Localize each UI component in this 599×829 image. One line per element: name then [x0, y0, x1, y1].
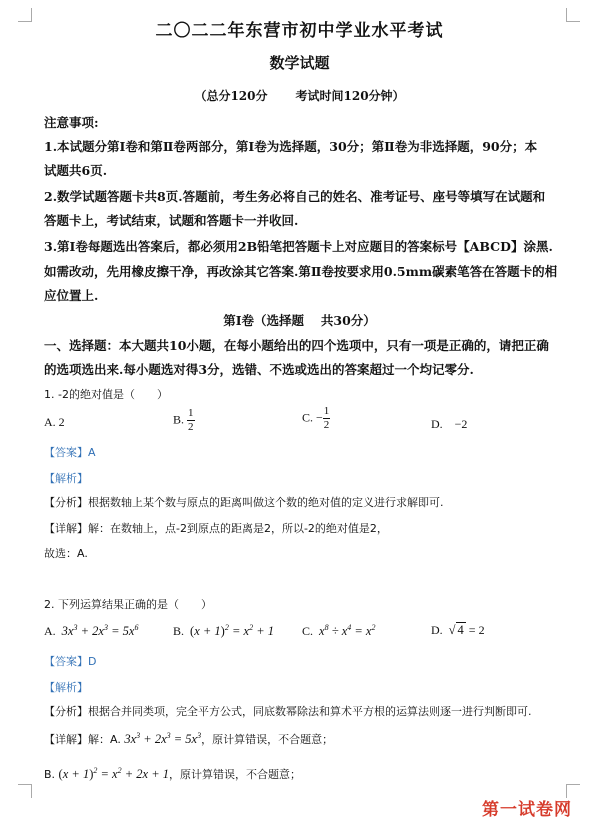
notice-item-3c: 应位置上. — [44, 288, 99, 303]
exam-meta — [0, 87, 599, 104]
section-intro-a: 一、选择题：本大题共10小题，在每小题给出的四个选项中，只有一项是正确的，请把正确 — [44, 338, 549, 353]
notice-item-3a: 3.第Ⅰ卷每题选出答案后，都必须用2B铅笔把答题卡上对应题目的答案标号【ABCD】涂黑. — [44, 239, 553, 254]
q2-option-b: B. $(x + 1)^2 = x^2 + 1$ — [173, 623, 275, 638]
q1-option-b-fraction: $\frac{1}{2}$ — [188, 407, 194, 433]
q1-option-b — [173, 408, 195, 433]
q1-answer: 【答案】A — [44, 446, 96, 459]
section-intro-b: 的选项选出来.每小题选对得3分，选错、不选或选出的答案超过一个均记零分. — [44, 362, 474, 377]
q2-analysis-tag: 【解析】 — [44, 681, 88, 694]
exam-title: 二〇二二年东营市初中学业水平考试 — [155, 21, 444, 41]
exam-subtitle: 数学试题 — [269, 54, 330, 72]
notice-item-3b: 如需改动，先用橡皮擦干净，再改涂其它答案.第Ⅱ卷按要求用0.5mm碳素笔答在答题卡的相 — [44, 264, 558, 279]
q1-option-a: A. 2 — [44, 415, 65, 429]
q1-option-c — [302, 406, 330, 431]
q1-option-d: D. −2 — [431, 417, 468, 431]
q2-option-a: A. $3x^3 + 2x^3 = 5x^6$ — [44, 623, 139, 638]
notice-heading: 注意事项: — [44, 115, 99, 130]
notice-item-2b: 答题卡上，考试结束，试题和答题卡一并收回. — [44, 213, 299, 228]
exam-time: 考试时间120分钟） — [295, 89, 405, 103]
q1-analysis-tag: 【解析】 — [44, 472, 88, 485]
q2-detail: 【详解】解：A. $3x^3 + 2x^3 = 5x^3$，原计算错误，不合题意； — [44, 731, 334, 746]
q2-analysis: 【分析】根据合并同类项，完全平方公式，同底数幂除法和算术平方根的运算法则逐一进行判断即可. — [44, 705, 532, 718]
notice-item-1a: 1.本试题分第Ⅰ卷和第Ⅱ卷两部分，第Ⅰ卷为选择题，30分；第Ⅱ卷为非选择题，90分；本 — [44, 139, 538, 154]
q2-answer: 【答案】D — [44, 655, 97, 668]
q2-detail-b: B. $(x + 1)^2 = x^2 + 2x + 1$，原计算错误，不合题意； — [44, 766, 302, 781]
q1-stem: 1. -2的绝对值是（ ） — [44, 388, 168, 401]
q1-analysis: 【分析】根据数轴上某个数与原点的距离叫做这个数的绝对值的定义进行求解即可. — [44, 496, 444, 509]
q1-conclusion: 故选：A. — [44, 547, 88, 560]
q1-detail: 【详解】解：在数轴上，点-2到原点的距离是2，所以-2的绝对值是2， — [44, 522, 388, 535]
q1-option-c-fraction: $\frac{1}{2}$ — [323, 405, 330, 431]
section-heading: 第Ⅰ卷（选择题 共30分） — [223, 313, 376, 328]
q2-stem: 2. 下列运算结果正确的是（ ） — [44, 598, 212, 611]
q1-option-b-label: B. — [173, 412, 185, 427]
q2-option-c: C. $x^8 \div x^4 = x^2$ — [302, 623, 376, 638]
q1-option-c-label: C. — [302, 410, 314, 425]
notice-item-2a: 2.数学试题答题卡共8页.答题前，考生务必将自己的姓名、准考证号、座号等填写在试题和 — [44, 189, 546, 204]
crop-mark-bottom-left — [18, 784, 32, 798]
notice-item-1b: 试题共6页. — [44, 163, 108, 178]
site-logo: 第一试卷网 — [482, 800, 572, 820]
q2-option-d: D. √ 4 = 2 — [431, 623, 485, 637]
q1-option-c-sign: − — [316, 410, 323, 425]
total-score: （总分120分 — [194, 89, 268, 103]
